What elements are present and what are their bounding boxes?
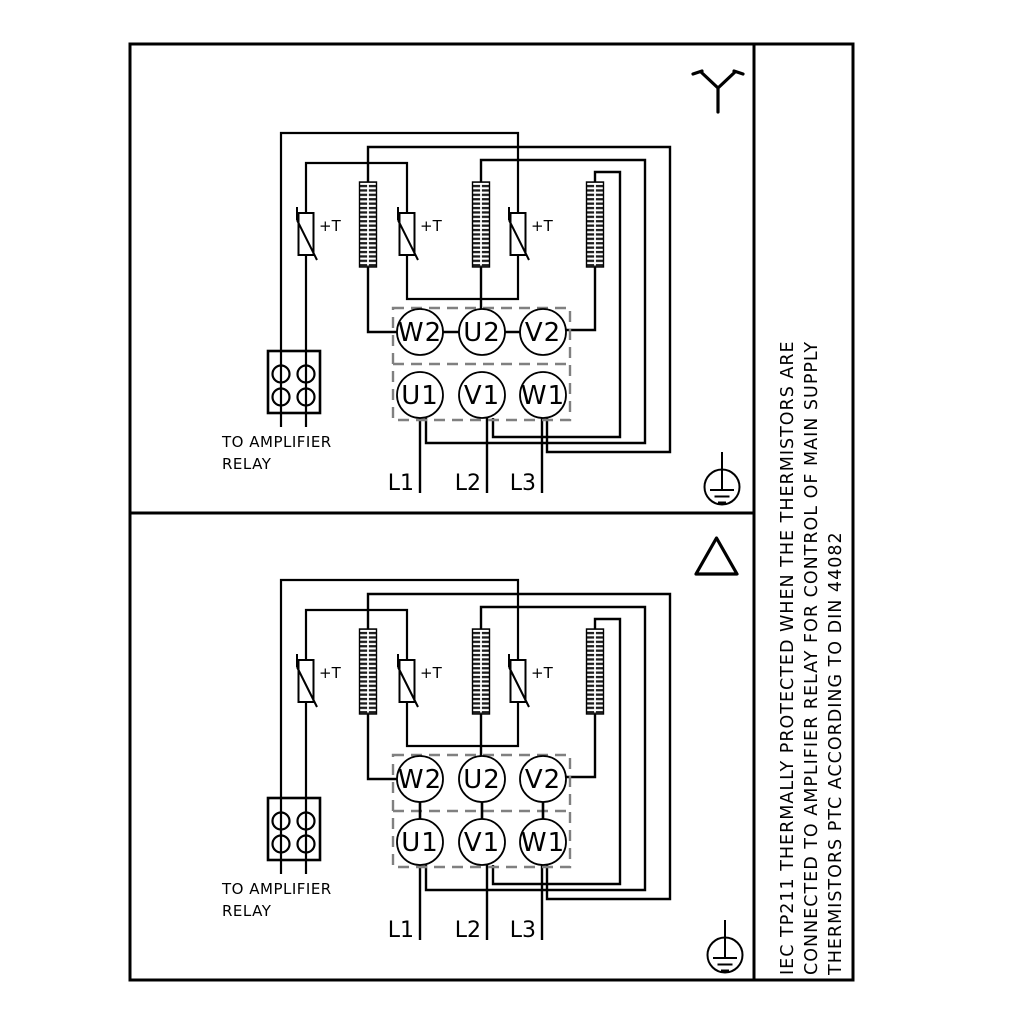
terminal-w1: W1	[520, 381, 566, 411]
earth-ground-icon	[705, 452, 740, 505]
relay-caption-line1: TO AMPLIFIER	[222, 433, 332, 451]
supply-l3: L3	[509, 471, 536, 496]
terminal-v2: V2	[524, 318, 562, 348]
terminal-v2: V2	[524, 765, 562, 795]
supply-l1: L1	[387, 471, 414, 496]
supply-l2: L2	[454, 471, 481, 496]
side-note-line1: IEC TP211 THERMALLY PROTECTED WHEN THE THERMISTORS ARE	[778, 340, 798, 975]
supply-l2: L2	[454, 918, 481, 943]
terminal-w2: W2	[397, 765, 443, 795]
thermistor-label-1: +T	[319, 664, 341, 682]
terminal-w1: W1	[520, 828, 566, 858]
delta-connection-panel	[221, 538, 743, 973]
relay-caption-line1: TO AMPLIFIER	[222, 880, 332, 898]
terminal-u1: U1	[401, 828, 439, 858]
thermistor-label-2: +T	[420, 217, 442, 235]
side-note	[778, 340, 846, 976]
relay-caption-line2: RELAY	[222, 902, 272, 920]
delta-icon	[696, 538, 737, 574]
thermistor-label-2: +T	[420, 664, 442, 682]
earth-ground-icon	[708, 920, 743, 973]
thermistor-label-1: +T	[319, 217, 341, 235]
supply-l1: L1	[387, 918, 414, 943]
terminal-u2: U2	[463, 318, 501, 348]
star-connection-panel	[221, 71, 743, 505]
supply-l3: L3	[509, 918, 536, 943]
terminal-v1: V1	[463, 381, 501, 411]
relay-caption-line2: RELAY	[222, 455, 272, 473]
terminal-w2: W2	[397, 318, 443, 348]
terminal-v1: V1	[463, 828, 501, 858]
side-note-line2: CONNECTED TO AMPLIFIER RELAY FOR CONTROL OF MAIN SUPPLY	[802, 340, 822, 975]
thermistor-label-3: +T	[531, 664, 553, 682]
terminal-u2: U2	[463, 765, 501, 795]
terminal-u1: U1	[401, 381, 439, 411]
side-note-line3: THERMISTORS PTC ACCORDING TO DIN 44082	[826, 531, 846, 975]
star-icon	[693, 71, 743, 112]
thermistor-label-3: +T	[531, 217, 553, 235]
